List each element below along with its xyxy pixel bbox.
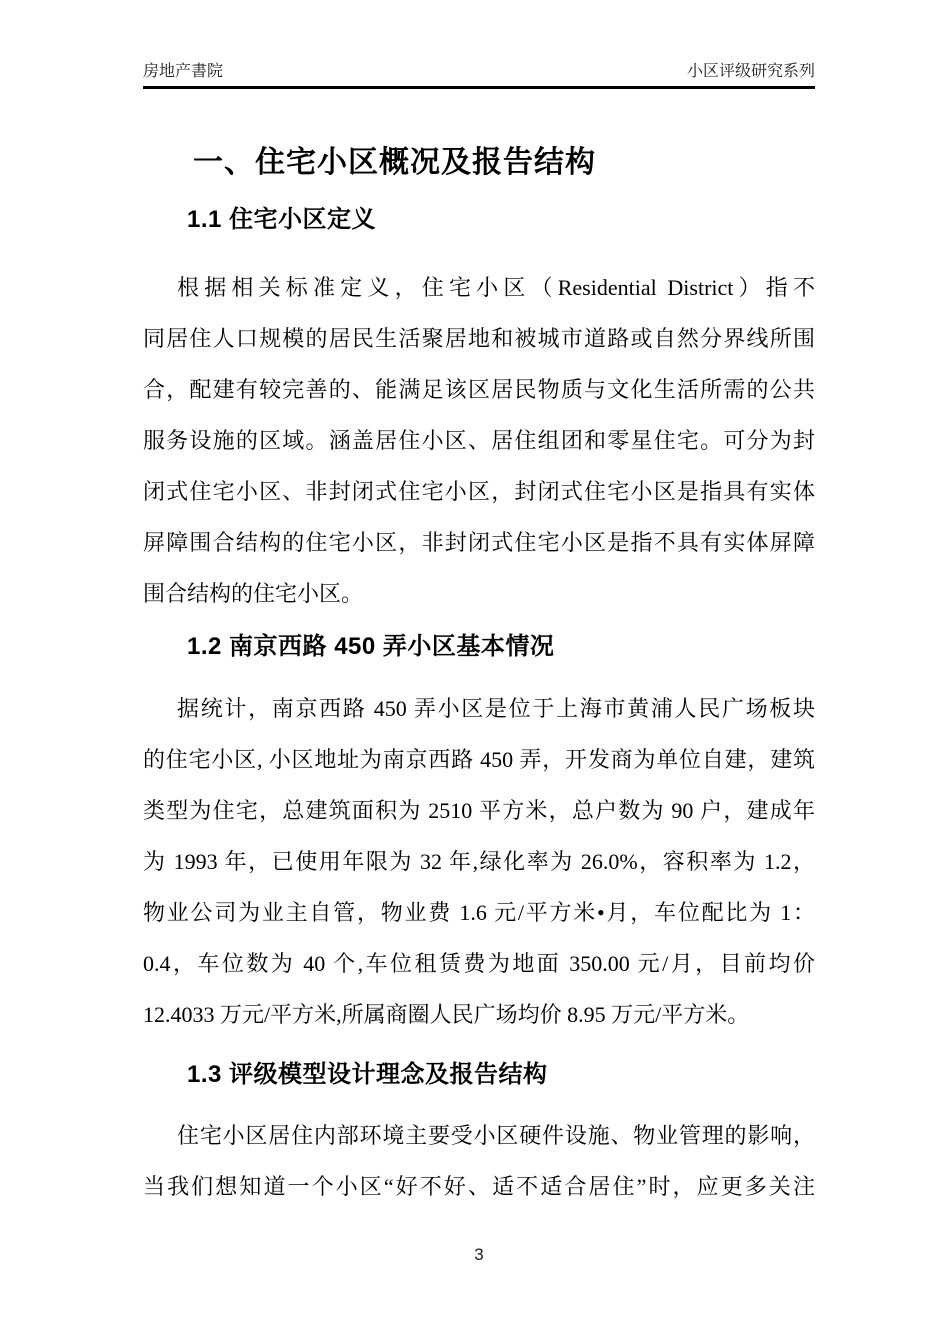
document-body: [143, 145, 815, 1212]
section-heading-1-1: 1.1 住宅小区定义: [187, 206, 377, 233]
text-line: 12.4033 万元/平方米,所属商圈人民广场均价 8.95 万元/平方米。: [143, 1002, 750, 1027]
text-line: 的住宅小区, 小区地址为南京西路 450 弄，开发商为单位自建，建筑: [143, 747, 815, 772]
text-line: 服务设施的区域。涵盖居住小区、居住组团和零星住宅。可分为封: [143, 428, 815, 453]
section-heading-1-3: 1.3 评级模型设计理念及报告结构: [187, 1061, 548, 1088]
text-line: 类型为住宅，总建筑面积为 2510 平方米，总户数为 90 户，建成年: [143, 798, 815, 823]
text-line: 屏障围合结构的住宅小区，非封闭式住宅小区是指不具有实体屏障: [143, 530, 815, 555]
page-number: 3: [474, 1245, 484, 1264]
paragraph-model-design: [143, 1110, 815, 1212]
chapter-title: 一、住宅小区概况及报告结构: [193, 146, 596, 179]
text-line: 当我们想知道一个小区“好不好、适不适合居住”时，应更多关注: [143, 1174, 815, 1199]
page-header: [143, 62, 815, 89]
text-line: 闭式住宅小区、非封闭式住宅小区，封闭式住宅小区是指具有实体: [143, 479, 815, 504]
text-line: 为 1993 年，已使用年限为 32 年,绿化率为 26.0%，容积率为 1.2，: [143, 849, 815, 874]
paragraph-basic-info: [143, 683, 815, 1040]
header-right-title: 小区评级研究系列: [686, 63, 815, 80]
text-line: 0.4，车位数为 40 个,车位租赁费为地面 350.00 元/月，目前均价: [143, 951, 815, 976]
text-line: 围合结构的住宅小区。: [143, 581, 364, 606]
page-footer: [143, 1244, 815, 1266]
text-line: 同居住人口规模的居民生活聚居地和被城市道路或自然分界线所围: [143, 326, 815, 351]
text-line: 合，配建有较完善的、能满足该区居民物质与文化生活所需的公共: [143, 377, 815, 402]
text-line: 物业公司为业主自管，物业费 1.6 元/平方米•月，车位配比为 1：: [143, 900, 815, 925]
text-line: 据统计，南京西路 450 弄小区是位于上海市黄浦人民广场板块: [177, 696, 815, 721]
section-heading-1-2: 1.2 南京西路 450 弄小区基本情况: [187, 633, 555, 660]
header-left-title: 房地产書院: [143, 63, 224, 80]
paragraph-definition: [143, 262, 815, 619]
text-line: 住宅小区居住内部环境主要受小区硬件设施、物业管理的影响，: [177, 1123, 815, 1148]
text-line: 根据相关标准定义，住宅小区（Residential District）指不: [177, 275, 815, 300]
